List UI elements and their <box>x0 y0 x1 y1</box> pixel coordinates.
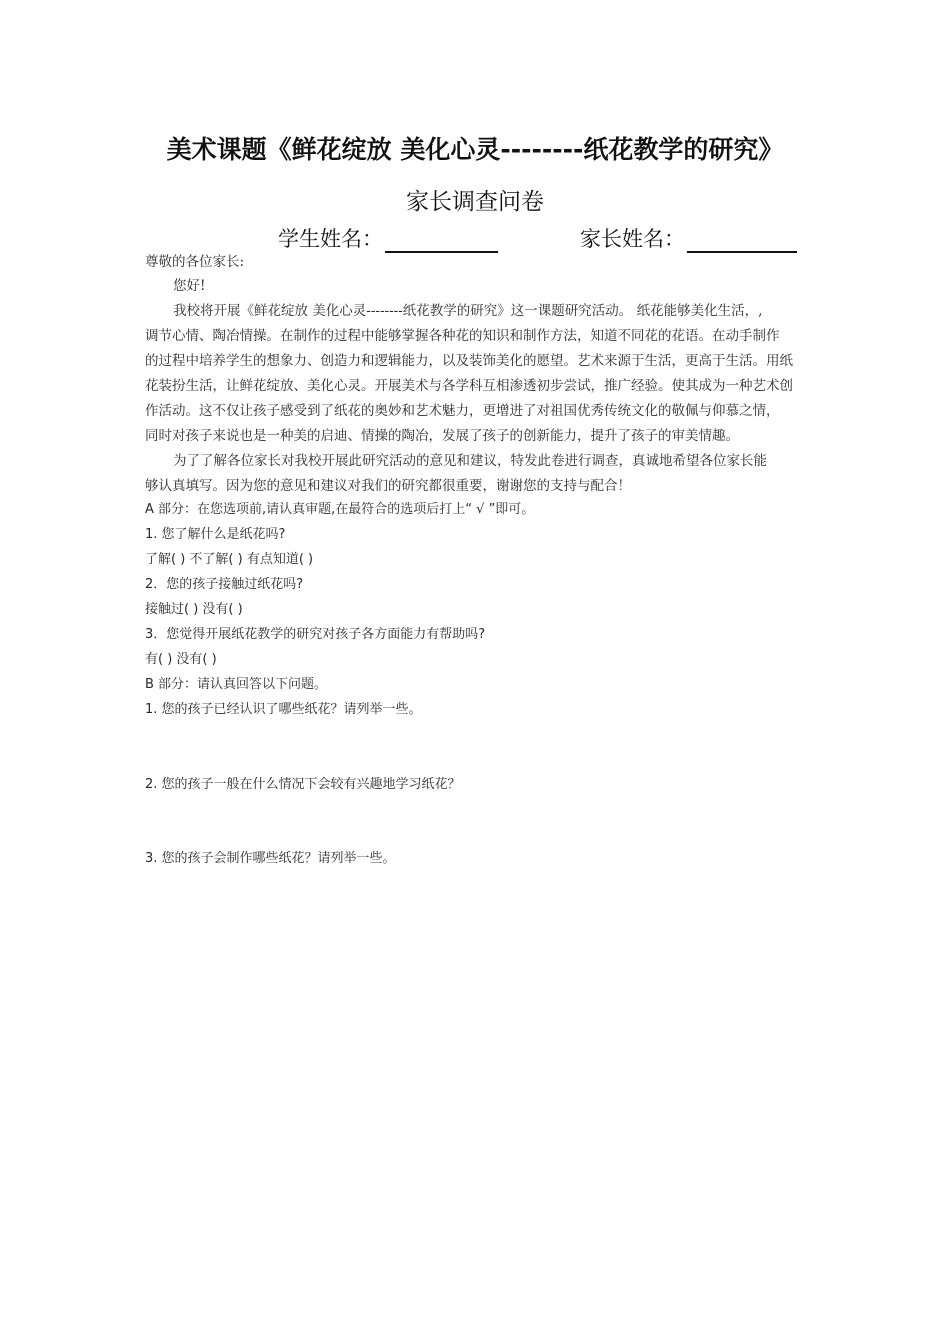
name-fields-row <box>0 223 950 253</box>
part-a-question-3-options: 有( ) 没有( ) <box>145 652 217 667</box>
paragraph1-line: 的过程中培养学生的想象力、创造力和逻辑能力，以及装饰美化的愿望。艺术来源于生活，更高于生活。用纸 <box>145 353 793 369</box>
part-a-intro: A 部分：在您选项前,请认真审题,在最符合的选项后打上“ √ ”即可。 <box>145 502 535 517</box>
paragraph1-line: 作活动。这不仅让孩子感受到了纸花的奥妙和艺术魅力，更增进了对祖国优秀传统文化的敬佩与仰慕之情， <box>145 403 780 419</box>
paragraph1-line: 调节心情、陶冶情操。在制作的过程中能够掌握各种花的知识和制作方法，知道不同花的花语。在动手制作 <box>145 328 780 344</box>
student-name-label: 学生姓名： <box>278 227 383 251</box>
student-name-blank <box>385 227 498 253</box>
paragraph2-line: 够认真填写。因为您的意见和建议对我们的研究都很重要，谢谢您的支持与配合！ <box>145 478 631 494</box>
paragraph1-line: 花装扮生活，让鲜花绽放、美化心灵。开展美术与各学科互相渗透初步尝试，推广经验。使其成为一种艺术创 <box>145 378 793 394</box>
document-subtitle: 家长调查问卷 <box>406 189 544 215</box>
paragraph2-line: 为了了解各位家长对我校开展此研究活动的意见和建议，特发此卷进行调查，真诚地希望各位家长能 <box>173 453 767 469</box>
student-name-field <box>278 223 498 253</box>
part-a-question-1: 1. 您了解什么是纸花吗? <box>145 527 286 542</box>
parent-name-label: 家长姓名： <box>580 227 685 251</box>
part-b-intro: B 部分：请认真回答以下问题。 <box>145 677 328 692</box>
paragraph1-line: 同时对孩子来说也是一种美的启迪、情操的陶冶，发展了孩子的创新能力，提升了孩子的审美情趣。 <box>145 428 739 444</box>
document-title: 美术课题《鲜花绽放 美化心灵--------纸花教学的研究》 <box>166 135 784 164</box>
parent-name-blank <box>687 227 797 253</box>
part-a-question-3: 3．您觉得开展纸花教学的研究对孩子各方面能力有帮助吗? <box>145 627 486 642</box>
part-a-question-2-options: 接触过( ) 没有( ) <box>145 602 243 617</box>
part-a-question-2: 2．您的孩子接触过纸花吗? <box>145 577 304 592</box>
part-b-question-3: 3. 您的孩子会制作哪些纸花？请列举一些。 <box>145 851 396 866</box>
parent-name-field <box>580 223 797 253</box>
part-b-question-2: 2. 您的孩子一般在什么情况下会较有兴趣地学习纸花？ <box>145 777 461 792</box>
part-b-question-1: 1. 您的孩子已经认识了哪些纸花？请列举一些。 <box>145 702 422 717</box>
hello-line: 您好! <box>173 278 206 294</box>
greeting: 尊敬的各位家长: <box>145 254 245 270</box>
part-a-question-1-options: 了解( ) 不了解( ) 有点知道( ) <box>145 552 314 567</box>
paragraph1-line: 我校将开展《鲜花绽放 美化心灵--------纸花教学的研究》这一课题研究活动。 纸花能够美化生活，, <box>173 303 763 319</box>
